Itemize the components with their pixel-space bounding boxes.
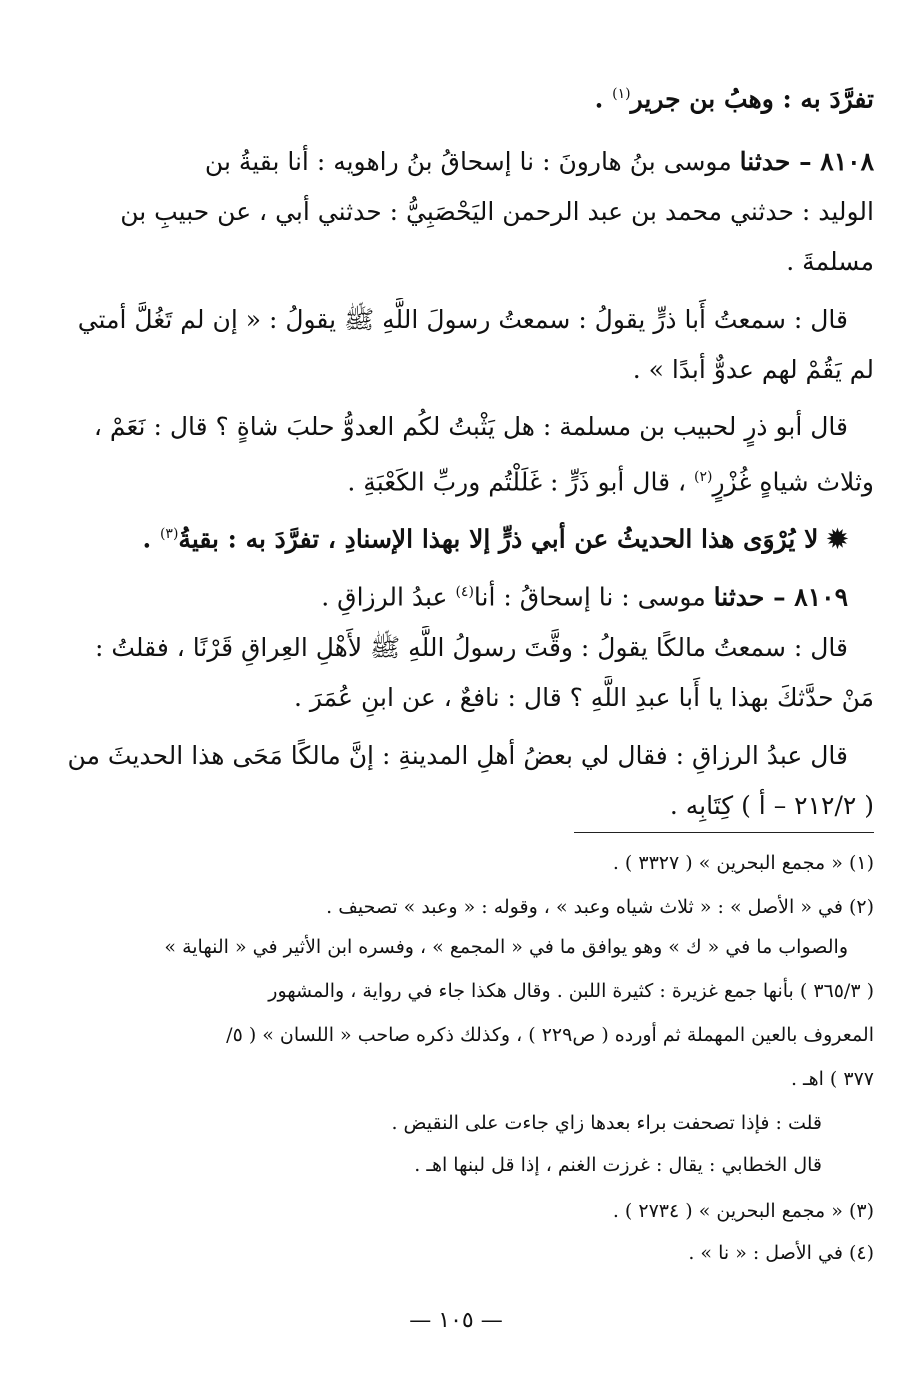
footnote: (١) « مجمع البحرين » ( ٣٣٢٧ ) .	[612, 852, 874, 874]
text-line: تفرَّدَ به : وهبُ بن جرير$^{(١)}$ .	[594, 84, 874, 114]
text-line: وثلاث شياهٍ غُزْرٍ$^{(٢)}$ ، قال أبو ذَرٍّ : غَلَلْتُم وربِّ الكَعْبَةِ .	[347, 467, 874, 497]
footnote-continuation: قلت : فإذا تصحفت براء بعدها زاي جاءت على النقيض .	[391, 1112, 822, 1134]
commentary-line: ✹ لا يُرْوَى هذا الحديثُ عن أبي ذرٍّ إلا بهذا الإسنادِ ، تفرَّدَ به : بقيةُ$^{(٣)}$ .	[142, 524, 848, 554]
text-line: قال : سمعتُ أَبا ذرٍّ يقولُ : سمعتُ رسولَ اللَّهِ ﷺ يقولُ : « إن لم تَغُلَّ أمتي	[77, 305, 848, 334]
footnote: (٣) « مجمع البحرين » ( ٢٧٣٤ ) .	[612, 1200, 874, 1222]
hadith-8108-line: ٨١٠٨ – حدثنا موسى بنُ هارونَ : نا إسحاقُ بنُ راهويه : أنا بقيةُ بن	[204, 147, 874, 176]
footnote: (٤) في الأصل : « نا » .	[688, 1242, 874, 1264]
footnote-marker: (٣)	[159, 526, 179, 542]
hadith-8109-line: ٨١٠٩ – حدثنا موسى : نا إسحاقُ : أنا$^{(٤)}$ عبدُ الرزاقِ .	[321, 582, 848, 612]
footnote-continuation: والصواب ما في « ك » وهو يوافق ما في « المجمع » ، وفسره ابن الأثير في « النهاية »	[164, 936, 848, 958]
footnote: (٢) في « الأصل » : « ثلاث شياه وعبد » ، وقوله : « وعبد » تصحيف .	[326, 896, 874, 918]
text-line: قال عبدُ الرزاقِ : فقال لي بعضُ أهلِ المدينةِ : إنَّ مالكًا مَحَى هذا الحديثَ من	[67, 741, 848, 770]
hadith-number: ٨١٠٩ – حدثنا	[713, 582, 848, 612]
hadith-number: ٨١٠٨ – حدثنا	[739, 147, 874, 176]
footnote-continuation: المعروف بالعين المهملة ثم أورده ( ص٢٢٩ ) ، وكذلك ذكره صاحب « اللسان » ( ٥/	[226, 1024, 874, 1046]
footnote-continuation: قال الخطابي : يقال : غرزت الغنم ، إذا قل لبنها اهـ .	[414, 1154, 822, 1176]
footnote-continuation: ( ٣٦٥/٣ ) بأنها جمع غزيرة : كثيرة اللبن . وقال هكذا جاء في رواية ، والمشهور	[268, 980, 874, 1002]
text-line: مَنْ حدَّثكَ بهذا يا أَبا عبدِ اللَّهِ ؟ قال : نافعٌ ، عن ابنِ عُمَرَ .	[293, 683, 874, 712]
footnote-divider	[574, 832, 874, 833]
text-line: ( ٢١٢/٢ – أ ) كِتَابِه .	[669, 791, 874, 820]
text-line: قال أبو ذرٍ لحبيب بن مسلمة : هل يَثْبتُ لكُم العدوُّ حلبَ شاةٍ ؟ قال : نَعَمْ ،	[93, 412, 848, 441]
text-line: الوليد : حدثني محمد بن عبد الرحمن اليَحْصَبِيُّ : حدثني أبي ، عن حبيبِ بن	[120, 197, 874, 226]
text-line: قال : سمعتُ مالكًا يقولُ : وقَّتَ رسولُ اللَّهِ ﷺ لأَهْلِ العِراقِ قَرْنًا ، فقلتُ :	[94, 633, 848, 662]
text-line: مسلمةَ .	[786, 247, 874, 276]
text-line: لم يَقُمْ لهم عدوٌّ أبدًا » .	[632, 355, 874, 384]
footnote-continuation: ٣٧٧ ) اهـ .	[790, 1068, 874, 1090]
footnote-marker: (٢)	[694, 469, 713, 485]
footnote-marker: (٤)	[455, 584, 474, 600]
page-number: — ١٠٥ —	[409, 1308, 503, 1333]
footnote-marker: (١)	[612, 86, 631, 102]
